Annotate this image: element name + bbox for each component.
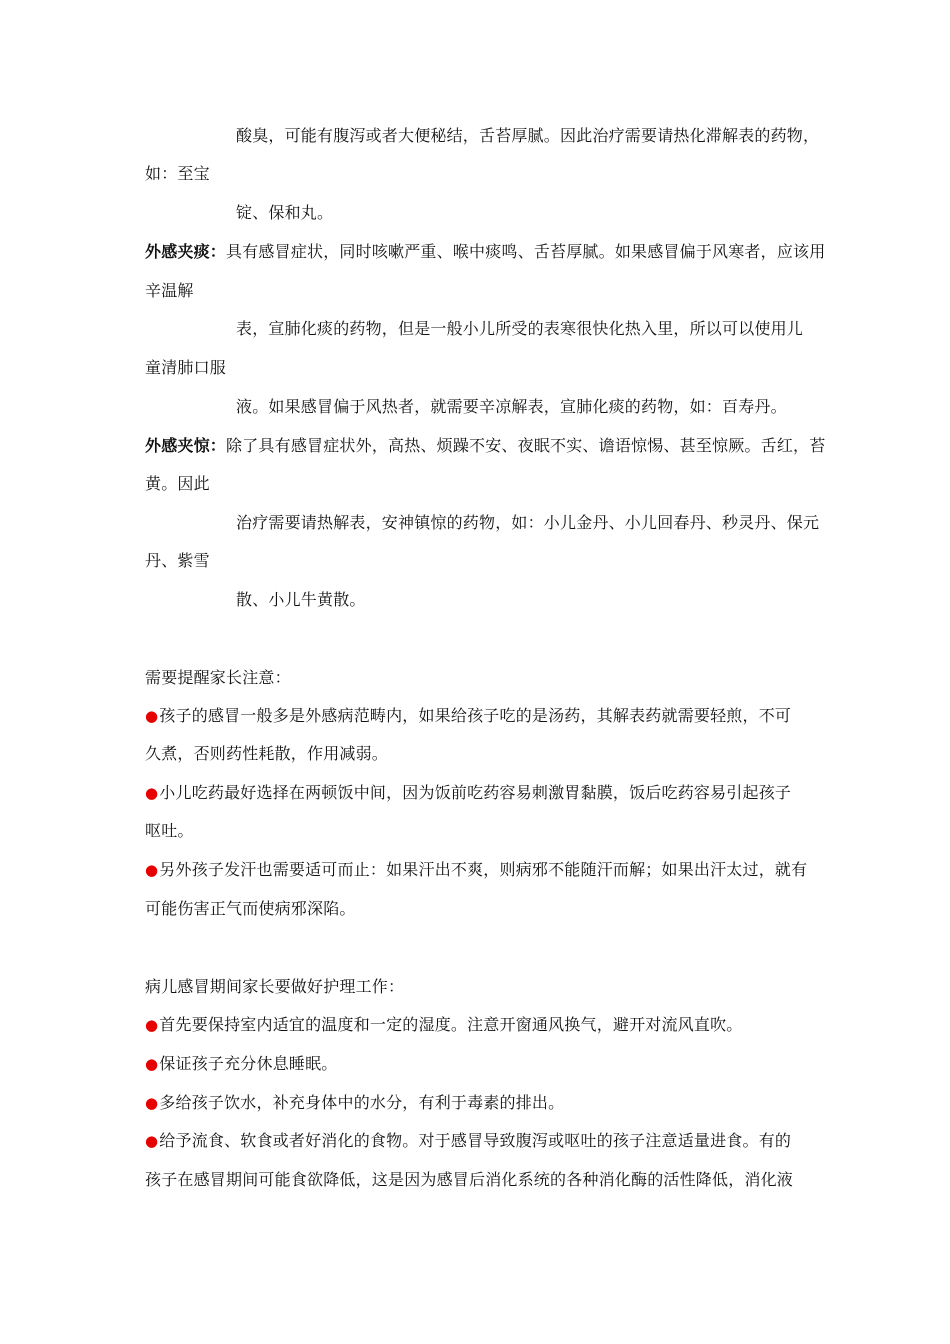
bullet-icon: ● — [145, 707, 159, 725]
bullet-icon: ● — [145, 784, 159, 802]
text-span: 除了具有感冒症状外，高热、烦躁不安、夜眠不实、谵语惊惕、甚至惊厥。舌红，苔 — [226, 436, 826, 455]
text-line: 久煮，否则药性耗散，作用减弱。 — [145, 744, 389, 763]
text-line: 呕吐。 — [145, 821, 194, 840]
text-line: 童清肺口服 — [145, 358, 227, 377]
text-line: 黄。因此 — [145, 474, 210, 493]
paragraph-line — [145, 435, 825, 457]
bullet-item — [145, 1092, 564, 1114]
text-line: 酸臭，可能有腹泻或者大便秘结，舌苔厚腻。因此治疗需要请热化滞解表的药物， — [236, 126, 820, 145]
text-span: 具有感冒症状，同时咳嗽严重、喉中痰鸣、舌苔厚腻。如果感冒偏于风寒者，应该用 — [226, 242, 826, 261]
text-span: 多给孩子饮水，补充身体中的水分，有利于毒素的排出。 — [159, 1093, 565, 1112]
text-line: 表，宣肺化痰的药物，但是一般小儿所受的表寒很快化热入里，所以可以使用儿 — [236, 319, 804, 338]
bullet-item — [145, 859, 807, 881]
text-span: 小儿吃药最好选择在两顿饭中间，因为饭前吃药容易刺激胃黏膜，饭后吃药容易引起孩子 — [159, 783, 792, 802]
text-span: 给予流食、软食或者好消化的食物。对于感冒导致腹泻或呕吐的孩子注意适量进食。有的 — [159, 1131, 792, 1150]
bullet-item — [145, 1014, 743, 1036]
bullet-icon: ● — [145, 1055, 159, 1073]
section-heading: 病儿感冒期间家长要做好护理工作： — [145, 977, 405, 996]
text-span: 孩子的感冒一般多是外感病范畴内，如果给孩子吃的是汤药，其解表药就需要轻煎，不可 — [159, 706, 792, 725]
text-line: 锭、保和丸。 — [236, 203, 334, 222]
section-heading: 需要提醒家长注意： — [145, 668, 291, 687]
text-line: 可能伤害正气而使病邪深陷。 — [145, 899, 356, 918]
bullet-icon: ● — [145, 1132, 159, 1150]
text-line: 治疗需要请热解表，安神镇惊的药物，如：小儿金丹、小儿回春丹、秒灵丹、保元 — [236, 513, 820, 532]
bullet-icon: ● — [145, 1016, 159, 1034]
bullet-item — [145, 1130, 791, 1152]
term-label: 外感夹惊： — [145, 436, 227, 455]
text-line: 辛温解 — [145, 281, 194, 300]
bullet-item — [145, 1053, 338, 1075]
bullet-item — [145, 782, 791, 804]
text-line: 丹、紫雪 — [145, 551, 210, 570]
text-span: 另外孩子发汗也需要适可而止：如果汗出不爽，则病邪不能随汗而解；如果出汗太过，就有 — [159, 860, 808, 879]
bullet-icon: ● — [145, 861, 159, 879]
text-line: 孩子在感冒期间可能食欲降低，这是因为感冒后消化系统的各种消化酶的活性降低，消化液 — [145, 1170, 794, 1189]
text-span: 首先要保持室内适宜的温度和一定的湿度。注意开窗通风换气，避开对流风直吹。 — [159, 1015, 743, 1034]
text-line: 散、小儿牛黄散。 — [236, 590, 366, 609]
paragraph-line — [145, 241, 825, 263]
text-span: 保证孩子充分休息睡眠。 — [159, 1054, 338, 1073]
text-line: 如：至宝 — [145, 164, 210, 183]
text-line: 液。如果感冒偏于风热者，就需要辛凉解表，宣肺化痰的药物，如：百寿丹。 — [236, 397, 787, 416]
term-label: 外感夹痰： — [145, 242, 227, 261]
bullet-item — [145, 705, 791, 727]
bullet-icon: ● — [145, 1094, 159, 1112]
